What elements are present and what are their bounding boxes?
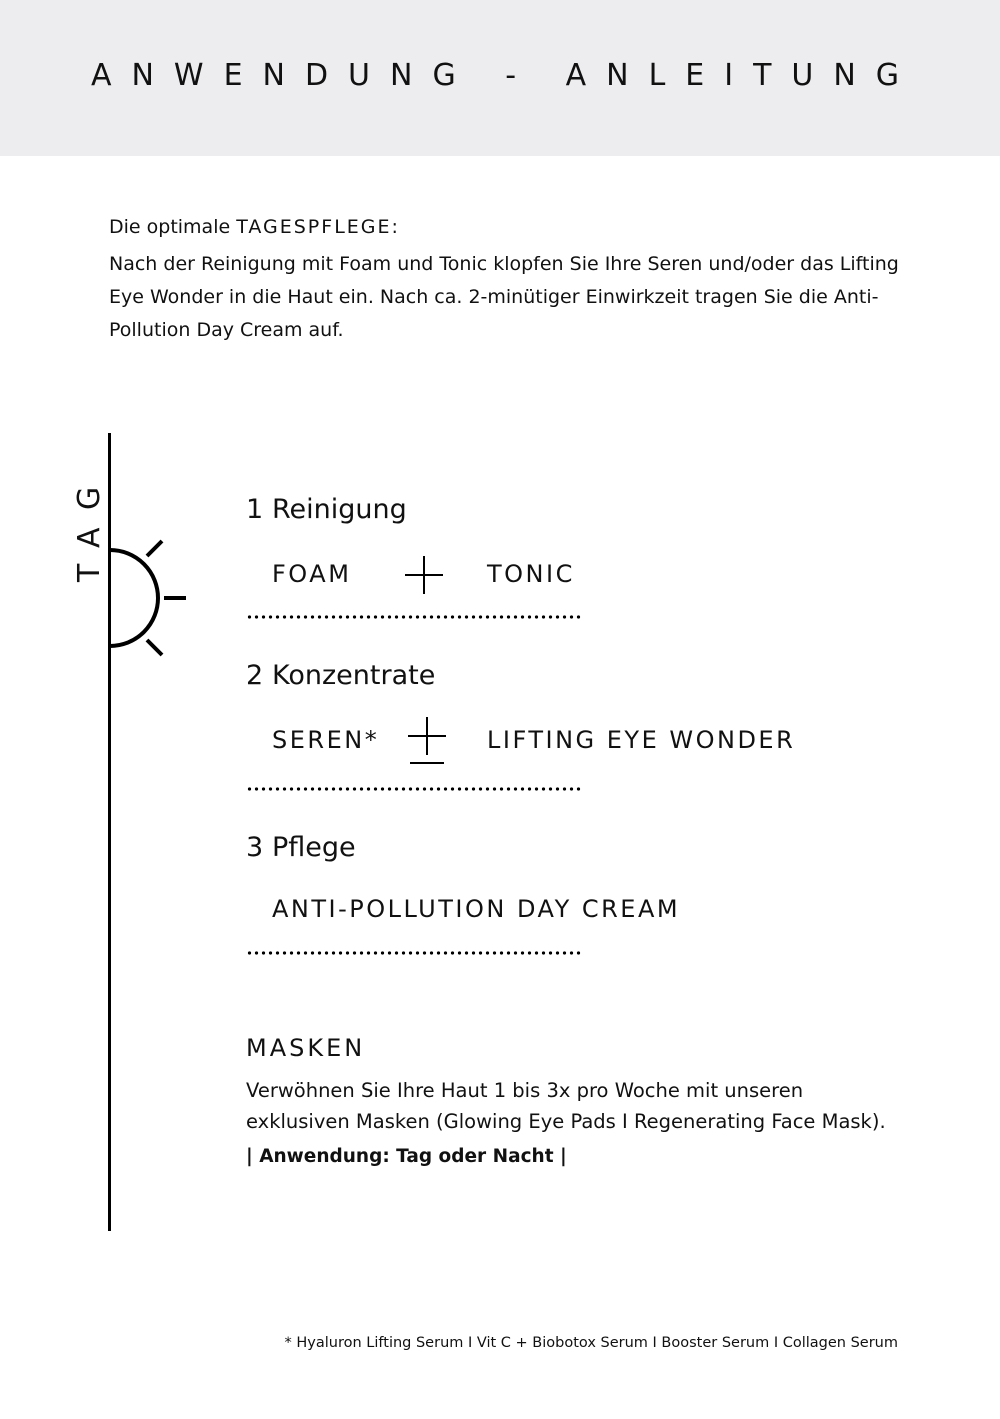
intro-label-caps: TAGESPFLEGE [236, 216, 392, 238]
step-number: 2 [246, 660, 264, 691]
dotted-divider [246, 615, 582, 619]
masks-usage-note: | Anwendung: Tag oder Nacht | [246, 1146, 567, 1167]
step-3-item-day-cream: ANTI-POLLUTION DAY CREAM [272, 895, 681, 923]
step-number: 3 [246, 832, 264, 863]
step-1-item-tonic: TONIC [487, 560, 575, 588]
half-sun-icon [100, 532, 200, 664]
tag-label: TAG [72, 468, 107, 582]
masks-section [246, 1034, 886, 1167]
step-label: Konzentrate [272, 660, 436, 691]
masks-title: MASKEN [246, 1034, 366, 1062]
intro-section [109, 212, 929, 347]
step-label: Pflege [272, 832, 356, 863]
step-1-title [246, 494, 407, 525]
dotted-divider [246, 787, 582, 791]
header-band [0, 0, 1000, 156]
step-2-item-seren: SEREN* [272, 726, 380, 754]
step-2-item-lifting-eye-wonder: LIFTING EYE WONDER [487, 726, 796, 754]
intro-label-prefix: Die optimale [109, 216, 237, 238]
masks-text: Verwöhnen Sie Ihre Haut 1 bis 3x pro Woche mit unseren exklusiven Masken (Glowing Eye Pads I Regenerating Face Mask). [246, 1079, 886, 1133]
intro-text: Nach der Reinigung mit Foam und Tonic klopfen Sie Ihre Seren und/oder das Lifting Eye Wonder in die Haut ein. Nach ca. 2-minütiger Einwirkzeit tragen Sie die Anti-Pollution Day Cream auf. [109, 253, 899, 341]
page-title: ANWENDUNG - ANLEITUNG [90, 58, 920, 93]
dotted-divider [246, 951, 582, 955]
step-2-title [246, 660, 435, 691]
step-number: 1 [246, 494, 264, 525]
plus-minus-icon [408, 713, 446, 765]
step-label: Reinigung [272, 494, 407, 525]
footnote: * Hyaluron Lifting Serum I Vit C + Biobotox Serum I Booster Serum I Collagen Serum [284, 1335, 898, 1351]
intro-label-suffix: : [391, 216, 398, 238]
step-1-item-foam: FOAM [272, 560, 352, 588]
plus-icon [405, 556, 443, 594]
intro-label [109, 212, 929, 242]
step-3-title [246, 832, 356, 863]
